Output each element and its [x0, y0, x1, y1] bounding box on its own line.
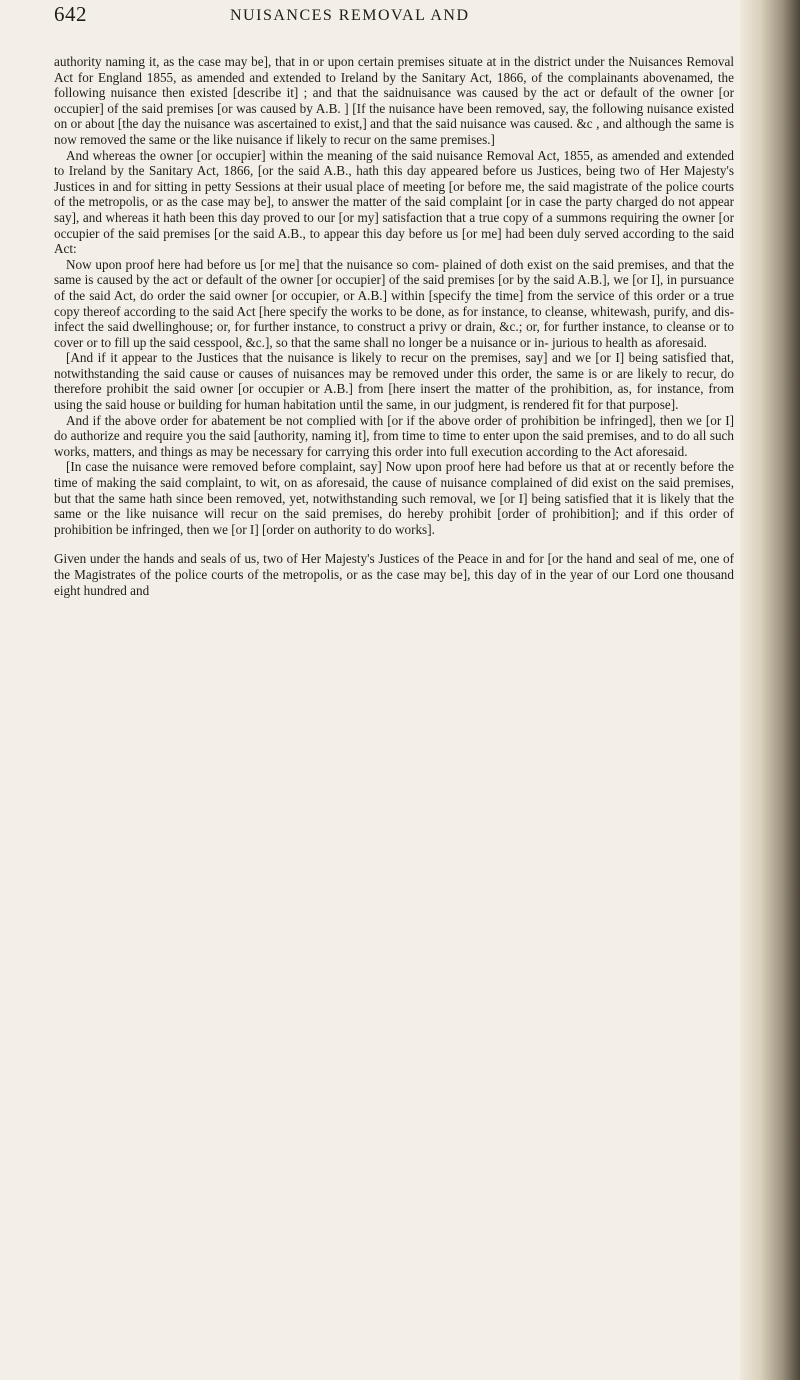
running-title: NUISANCES REMOVAL AND — [230, 7, 470, 24]
paragraph: [In case the nuisance were removed before complaint, say] Now upon proof here had before us that at or recently before the time of making the said complaint, to wit, on as aforesaid, the cause of nuisance complained of did exist on the said premises, but that the same hath since been removed, yet, notwithstanding such removal, we [or I] being satisfied that it is likely that the same or the like nuisance will recur on the said premises, do hereby prohibit [order of prohibition]; and if this order of prohibition be infringed, then we [or I] [order on authority to do works]. — [54, 459, 734, 537]
paragraph: [And if it appear to the Justices that the nuisance is likely to recur on the premises, say] and we [or I] being satisfied that, notwithstanding the said cause or causes of nuisances may be removed under this order, the same is or are likely to recur, do therefore prohibit the said owner [or occupier or A.B.] from [here insert the matter of the prohibition, as, for instance, from using the said house or building for human habitation until the same, in our judgment, is rendered fit for that purpose]. — [54, 350, 734, 413]
closing-paragraph: Given under the hands and seals of us, two of Her Majesty's Justices of the Peace in and for [or the hand and seal of me, one of the Magistrates of the police courts of the metropolis, or as the case may be], this day of in the year of our Lord one thousand eight hundred and — [54, 551, 734, 598]
paragraph: And whereas the owner [or occupier] within the meaning of the said nuisance Removal Act, 1855, as amended and extended to Ireland by the Sanitary Act, 1866, [or the said A.B., hath this day appeared before us Justices, being two of Her Majesty's Justices in and for sitting in petty Sessions at their usual place of meeting [or before me, the said magistrate of the police courts of the metropolis, or as the case may be], to answer the matter of the said complaint [or in case the party charged do not appear say], and whereas it hath been this day proved to our [or my] satisfaction that a true copy of a summons requiring the owner [or occupier of the said premises [or the said A.B., to appear this day before us [or me] had been duly served according to the said Act: — [54, 147, 734, 257]
book-spine-shadow — [740, 0, 800, 1380]
paragraph: authority naming it, as the case may be], that in or upon certain premises situate at in the district under the Nuisances Removal Act for England 1855, as amended and extended to Ireland by the Sanitary Act, 1866, of the complainants abovenamed, the following nuisance then existed [describe it] ; and that the saidnuisance was caused by the act or default of the owner [or occupier] of the said premises [or was caused by A.B. ] [If the nuisance have been removed, say, the following nuisance existed on or about [the day the nuisance was ascertained to exist,] and that the said nuisance was caused. &c , and although the same is now removed the same or the like nuisance if likely to recur on the same premises.] — [54, 54, 734, 147]
paragraph: Now upon proof here had before us [or me] that the nuisance so com- plained of doth exist on the said premises, and that the same is caused by the act or default of the owner [or occupier] of the said premises [or by the said A.B.], we [or I], in pursuance of the said Act, do order the said owner [or occupier, or A.B.] within [specify the time] from the service of this order or a true copy thereof according to the said Act [here specify the works to be done, as for instance, to cleanse, whitewash, purify, and dis- infect the said dwellinghouse; or, for further instance, to construct a privy or drain, &c.; or, for further instance, to cleanse or to cover or to fill up the said cesspool, &c.], so that the same shall no longer be a nuisance or in- jurious to health as aforesaid. — [54, 256, 734, 350]
page-number: 642 — [54, 2, 87, 26]
page-body — [54, 54, 734, 598]
paragraph: And if the above order for abatement be not complied with [or if the above order of prohibition be infringed], then we [or I] do authorize and require you the said [authority, naming it], from time to time to enter upon the said premises, and to do all such works, matters, and things as may be necessary for carrying this order into full execution according to the Act aforesaid. — [54, 412, 734, 459]
